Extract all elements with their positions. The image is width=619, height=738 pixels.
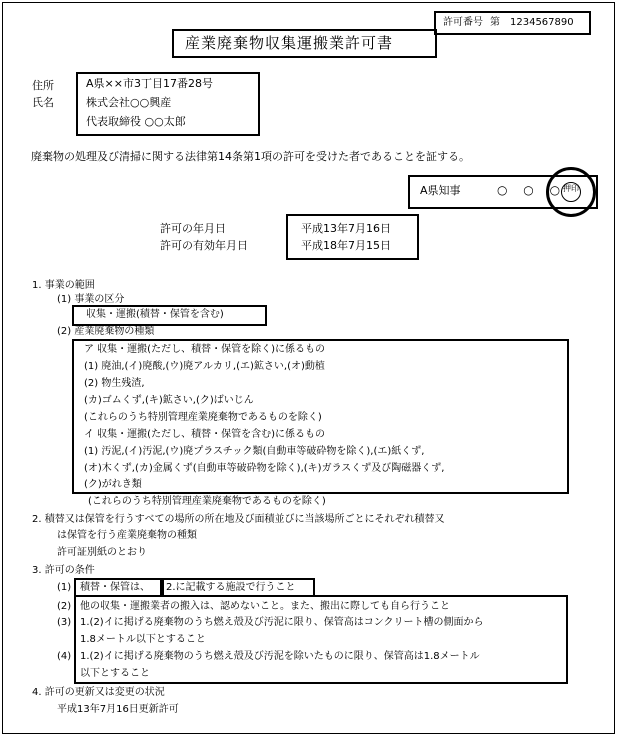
business-type: 収集・運搬(積替・保管を含む)	[86, 309, 224, 320]
section1-heading: 1. 事業の範囲	[32, 280, 95, 291]
condition-3-line1: 1.(2)イに掲げる廃棄物のうち燃え殻及び汚泥に限り、保管高はコンクリート槽の側面から	[80, 617, 484, 628]
dates-box	[286, 214, 419, 260]
seal-stamp: 押印	[561, 182, 581, 202]
governor-label: A県知事	[420, 184, 461, 197]
section4-heading: 4. 許可の更新又は変更の状況	[32, 687, 165, 698]
waste-types-note: (これらのうち特別管理産業廃棄物であるものを除く)	[88, 496, 326, 507]
condition-2-text: 他の収集・運搬業者の搬入は、認めないこと。また、搬出に際しても自ら行うこと	[80, 601, 450, 612]
name-label: 氏名	[32, 96, 54, 109]
waste-line: (オ)木くず,(カ)金属くず(自動車等破砕物を除く),(キ)ガラスくず及び陶磁器くず,	[84, 463, 445, 474]
section2-line3: 許可証別紙のとおり	[57, 547, 147, 558]
permit-number-prefix: 第	[490, 17, 500, 28]
permit-date-label: 許可の年月日	[160, 222, 226, 235]
valid-until-label: 許可の有効年月日	[160, 239, 248, 252]
permit-number-value: 1234567890	[510, 17, 574, 28]
section1-sub2-heading: (2) 産業廃棄物の種類	[57, 326, 155, 337]
address-label: 住所	[32, 79, 54, 92]
condition-4-line1: 1.(2)イに掲げる廃棄物のうち燃え殻及び汚泥を除いたものに限り、保管高は1.8メートル	[80, 651, 480, 662]
condition-1-part1: 積替・保管は、	[80, 582, 150, 593]
waste-line: (2) 物生残渣,	[84, 378, 145, 389]
waste-line: イ 収集・運搬(ただし、積替・保管を含む)に係るもの	[84, 429, 325, 440]
condition-3-number: (3)	[57, 617, 72, 628]
holder-company: 株式会社○○興産	[86, 96, 172, 109]
waste-line: (1) 汚泥,(イ)汚泥,(ウ)廃プラスチック類(自動車等破砕物を除く),(エ)紙くず,	[84, 446, 425, 457]
holder-address: A県××市3丁目17番28号	[86, 77, 213, 90]
condition-2-number: (2)	[57, 601, 72, 612]
permit-date: 平成13年7月16日	[301, 222, 391, 235]
section3-heading: 3. 許可の条件	[32, 565, 95, 576]
condition-1-number: (1)	[57, 582, 72, 593]
certification-text: 廃棄物の処理及び清掃に関する法律第14条第1項の許可を受けた者であることを証する。	[31, 150, 470, 163]
waste-line: ア 収集・運搬(ただし、積替・保管を除く)に係るもの	[84, 344, 325, 355]
valid-until: 平成18年7月15日	[301, 239, 391, 252]
waste-line: (カ)ゴムくず,(キ)鉱さい,(ク)ばいじん	[84, 395, 254, 406]
condition-1-part2: 2.に記載する施設で行うこと	[166, 582, 296, 593]
section4-value: 平成13年7月16日更新許可	[57, 704, 179, 715]
waste-line: (1) 廃油,(イ)廃酸,(ウ)廃アルカリ,(エ)鉱さい,(オ)動植	[84, 361, 325, 372]
condition-3-line2: 1.8メートル以下とすること	[80, 634, 206, 645]
section2-line2: は保管を行う産業廃棄物の種類	[57, 530, 197, 541]
waste-line: (ク)がれき類	[84, 479, 142, 490]
governor-name: ○ ○ ○	[497, 183, 567, 197]
permit-number-label: 許可番号	[443, 17, 483, 28]
condition-4-line2: 以下とすること	[80, 668, 150, 679]
document-title: 産業廃棄物収集運搬業許可書	[185, 34, 394, 52]
waste-line: (これらのうち特別管理産業廃棄物であるものを除く)	[84, 412, 322, 423]
section1-sub1-heading: (1) 事業の区分	[57, 294, 125, 305]
holder-representative: 代表取締役 ○○太郎	[86, 115, 186, 128]
section2-line1: 2. 積替又は保管を行うすべての場所の所在地及び面積並びに当該場所ごとにそれぞれ積替又	[32, 514, 445, 525]
condition-4-number: (4)	[57, 651, 72, 662]
